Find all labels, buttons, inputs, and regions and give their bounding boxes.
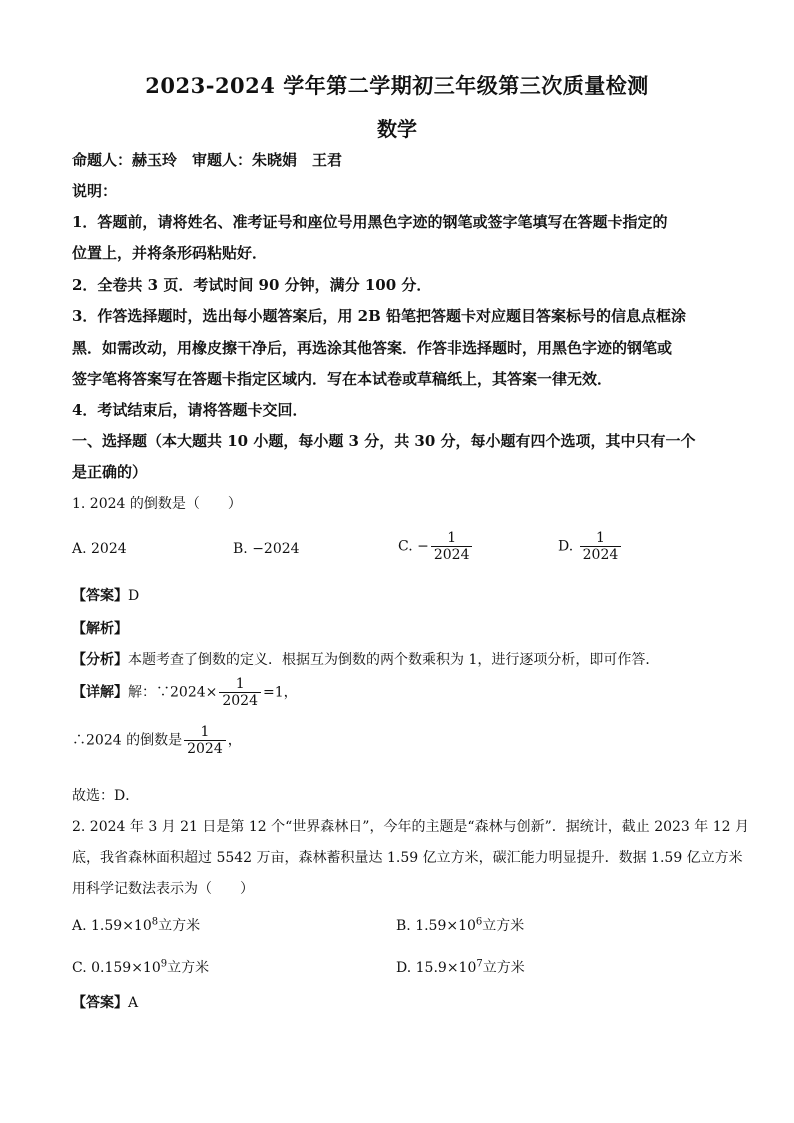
detail-prefix: 解：∵2024× <box>128 684 218 701</box>
note-line: 黑．如需改动，用橡皮擦干净后，再选涂其他答案．作答非选择题时，用黑色字迹的钢笔或 <box>72 339 673 357</box>
q2-answer <box>72 993 138 1013</box>
fraction <box>184 724 226 757</box>
q2-option-a <box>72 915 200 935</box>
note-line: 2．全卷共 3 页．考试时间 90 分钟，满分 100 分． <box>72 276 432 294</box>
option-base: 0.159×10 <box>91 960 161 976</box>
fraction-denominator: 2024 <box>184 740 226 757</box>
q1-option-d <box>558 530 623 563</box>
conclusion-prefix: ∴2024 的倒数是 <box>72 732 183 749</box>
section-heading-cont: 是正确的） <box>72 463 148 481</box>
q1-stem: 1. 2024 的倒数是（ ） <box>72 496 242 512</box>
answer-value: A <box>128 995 139 1011</box>
fraction-denominator: 2024 <box>580 546 622 563</box>
option-base: 15.9×10 <box>415 960 477 976</box>
q1-choose: 故选：D． <box>72 788 140 804</box>
option-exponent: 8 <box>151 916 159 928</box>
fenxi-text: 本题考查了倒数的定义．根据互为倒数的两个数乘积为 1，进行逐项分析，即可作答． <box>128 652 660 668</box>
answer-tag: 【答案】 <box>72 995 128 1011</box>
page-title: 2023-2024 学年第二学期初三年级第三次质量检测 <box>145 73 649 98</box>
q2-stem-line: 用科学记数法表示为（ ） <box>72 881 254 897</box>
note-line: 3．作答选择题时，选出每小题答案后，用 2B 铅笔把答题卡对应题目答案标号的信息点框涂 <box>72 307 687 325</box>
option-base: 1.59×10 <box>415 918 476 934</box>
subject-title: 数学 <box>377 117 417 141</box>
detail-tag: 【详解】 <box>72 684 128 701</box>
note-line: 1．答题前，请将姓名、准考证号和座位号用黑色字迹的钢笔或签字笔填写在答题卡指定的 <box>72 213 668 231</box>
option-unit: 立方米 <box>482 960 525 976</box>
q1-fenxi <box>72 650 659 670</box>
q1-analysis-tag: 【解析】 <box>72 621 128 637</box>
option-unit: 立方米 <box>167 960 210 976</box>
fraction-numerator: 1 <box>596 530 605 546</box>
option-unit: 立方米 <box>482 918 525 934</box>
q1-detail <box>72 676 298 709</box>
authors-line: 命题人：赫玉玲 审题人：朱晓娟 王君 <box>72 151 343 169</box>
option-unit: 立方米 <box>158 918 201 934</box>
answer-tag: 【答案】 <box>72 588 128 604</box>
conclusion-suffix: ， <box>227 732 242 749</box>
q1-answer <box>72 586 139 606</box>
option-exponent: 7 <box>476 958 483 970</box>
section-heading: 一、选择题（本大题共 10 小题，每小题 3 分，共 30 分，每小题有四个选项，其中只有一个 <box>72 432 696 450</box>
note-line: 签字笔将答案写在答题卡指定区域内．写在本试卷或草稿纸上，其答案一律无效． <box>72 370 613 388</box>
q1-option-b: B. −2024 <box>233 541 300 557</box>
fraction <box>580 530 622 563</box>
q1-option-a: A. 2024 <box>72 541 127 557</box>
notes-heading: 说明： <box>72 182 118 200</box>
fraction <box>431 530 473 563</box>
detail-suffix: =1， <box>263 684 298 701</box>
q1-option-d-label: D. <box>558 538 578 555</box>
note-line: 位置上，并将条形码粘贴好． <box>72 244 268 262</box>
fraction-numerator: 1 <box>200 724 210 740</box>
fraction-denominator: 2024 <box>219 692 261 709</box>
fenxi-tag: 【分析】 <box>72 652 128 668</box>
q2-option-c <box>72 957 209 977</box>
q1-option-c-label: C. − <box>398 538 429 555</box>
option-label: B. <box>396 918 411 934</box>
fraction-numerator: 1 <box>447 530 457 546</box>
q1-option-c <box>398 530 474 563</box>
q2-stem-line: 2. 2024 年 3 月 21 日是第 12 个“世界森林日”，今年的主题是“森林与创新”．据统计，截止 2023 年 12 月 <box>72 819 749 835</box>
q2-option-d <box>396 957 525 977</box>
option-label: A. <box>72 918 87 934</box>
option-label: D. <box>396 960 412 976</box>
option-base: 1.59×10 <box>91 918 152 934</box>
q2-option-b <box>396 915 524 935</box>
option-exponent: 6 <box>475 916 483 928</box>
note-line: 4．考试结束后，请将答题卡交回． <box>72 401 308 419</box>
fraction <box>219 676 261 709</box>
fraction-denominator: 2024 <box>431 546 473 563</box>
q2-stem-line: 底，我省森林面积超过 5542 万亩，森林蓄积量达 1.59 亿立方米，碳汇能力明显提升．数据 1.59 亿立方米 <box>72 850 743 866</box>
fraction-numerator: 1 <box>235 676 245 692</box>
answer-value: D <box>128 588 140 604</box>
option-exponent: 9 <box>160 958 168 970</box>
q1-conclusion <box>72 724 242 757</box>
option-label: C. <box>72 960 87 976</box>
